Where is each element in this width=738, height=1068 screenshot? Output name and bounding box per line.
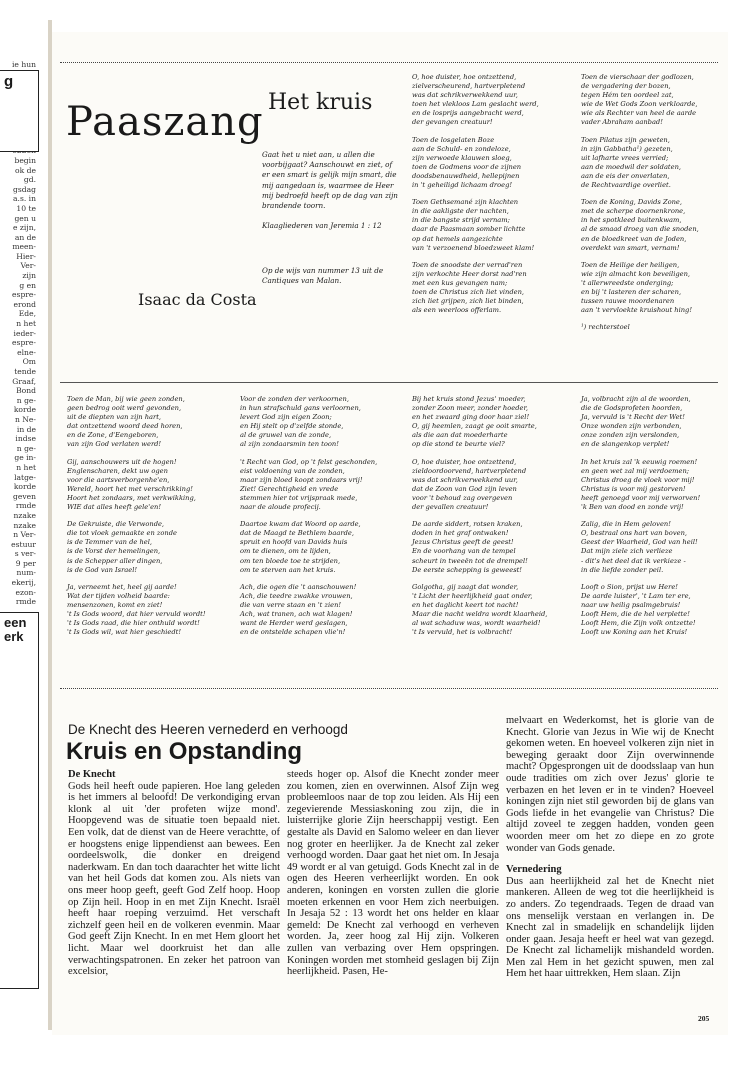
verse-line: Onze wonden zijn verbonden, <box>581 422 682 431</box>
poem-divider <box>60 382 718 383</box>
verse-line: en het daglicht keert tot nacht! <box>412 600 519 609</box>
verse-line: Ziet! Gerechtigheid en vrede <box>240 484 339 493</box>
stanza <box>240 395 402 450</box>
verse-line: Jezus Christus geeft de geest! <box>412 538 514 547</box>
stanza <box>67 520 229 575</box>
verse-line: O, hoe duister, hoe ontzettend, <box>412 73 517 81</box>
text-fragment: gen u <box>14 213 36 223</box>
verse-line: om ten bloede toe te strijden, <box>240 556 341 565</box>
verse-line: op dat hemels aangezichte <box>412 234 503 243</box>
poem-column-top-1 <box>412 73 572 323</box>
verse-line: 't Is vervuld, het is volbracht! <box>412 628 513 637</box>
verse-line: Toen de vierschaar der godlozen, <box>581 73 694 81</box>
text-fragment: n het <box>16 319 36 329</box>
stanza <box>581 395 721 450</box>
article-title: Kruis en Opstanding <box>66 738 303 765</box>
poem-author: Isaac da Costa <box>138 290 257 309</box>
verse-line: overdekt van smart, vernam! <box>581 243 680 252</box>
verse-line: al zijn zondaarsmin ten toon! <box>240 440 339 449</box>
verse-line: daar de Paasmaan somber lichtte <box>412 225 526 234</box>
stanza <box>412 136 572 191</box>
verse-line: mensenzonen, komt en ziet! <box>67 600 163 609</box>
verse-line: want de Herder werd geslagen, <box>240 619 348 628</box>
verse-line: stemmen hier tot vrijspraak mede, <box>240 493 358 502</box>
melody-note: Op de wijs van nummer 13 uit de Cantiques van Malan. <box>262 266 384 286</box>
text-fragment: begin <box>14 155 36 165</box>
text-fragment: Ede, <box>18 309 36 319</box>
article-paragraph: Dus aan heerlijkheid zal het de Knecht niet mankeren. Alleen de weg tot die heerlijkheid is zo anders. Zo tegendraads. Tegen de draad van ons menselijk verstaan en verlangen in. De Knecht zal in smadelijk en schandelijk lijden onder gaan. Jesaja heeft er heel wat van gezegd. De Knecht zal lichamelijk mishandeld worden. Men zal Hem in het gezicht spuwen, men zal Hem het haar uittrekken, Hem slaan. Zijn <box>506 875 714 980</box>
verse-line: der gevallen creatuur! <box>412 503 489 512</box>
stanza <box>581 520 721 575</box>
verse-line: Looft o Sion, prijst uw Here! <box>581 582 678 591</box>
verse-line: aan 't vervloekte kruishout hing! <box>581 306 693 315</box>
verse-line: in zijn Gabbatha¹) gezeten, <box>581 144 673 153</box>
verse-line: en geen wet zal mij verdoemen; <box>581 466 690 475</box>
text-fragment: meen- <box>12 242 36 252</box>
verse-line: Dat mijn ziele zich verlieze <box>581 547 673 556</box>
verse-line: wie zijn almacht kon beveiligen, <box>581 269 691 278</box>
verse-line: wie de Wet Gods Zoon verkloarde, <box>581 100 698 109</box>
verse-line: doodsbenauwdheid, hellepijnen <box>412 171 520 180</box>
verse-line: doden in het graf ontwaken! <box>412 529 509 538</box>
verse-line: 't Is Gods wil, wat hier geschiedt! <box>67 628 182 637</box>
verse-line: om te sterven aan het kruis. <box>240 565 336 574</box>
verse-line: Maar die nacht weldra wordt klaarheid, <box>412 609 548 618</box>
previous-page-box-heading <box>0 613 38 650</box>
text-fragment: latge- <box>14 472 36 482</box>
verse-line: en de ontstelde schapen vlie'n! <box>240 628 346 637</box>
text-fragment: ezon- <box>15 587 36 597</box>
verse-line: was dat schrikverwekkend uur, <box>412 91 518 100</box>
verse-line: Voor de zonden der verkoornen, <box>240 395 349 403</box>
verse-line: 'k Ben van dood en zonde vrij! <box>581 503 684 512</box>
verse-line: met de scherpe doornenkrone, <box>581 207 686 216</box>
article-paragraph: melvaart en Wederkomst, het is glorie van de Knecht. Glorie van Jezus in Wie wij de Knecht gekomen weten. En hoeveel volkeren zijn niet in beweging geraakt door Zijn overwinnende macht? Opgesprongen uit de doodsslaap van hun oude tradities om zich over Jezus' glorie te verbazen en het leven er in te vinden? Hoeveel koningen zijn niet stil geworden bij de glans van Gods liefde in het evangelie van Christus? Die altijd zoveel te zeggen hadden, vonden geen woorden meer om het zo diepe en zo grote wonder van Gods genade. <box>506 715 714 854</box>
verse-line: is de God van Israel! <box>67 565 138 574</box>
verse-line: Golgotha, gij zaagt dat wonder, <box>412 582 519 591</box>
verse-line: was dat schrikverwekkend uur, <box>412 475 518 484</box>
text-fragment: Om <box>22 357 36 367</box>
text-fragment: n ge- <box>16 443 36 453</box>
text-fragment: rmde <box>15 501 36 511</box>
text-fragment: n Ver- <box>13 530 36 540</box>
poem-column-top-2 <box>581 73 721 332</box>
verse-line: die tot vloek gemaakte en zonde <box>67 529 177 538</box>
verse-line: spruit en hoofd van Davids huis <box>240 538 348 547</box>
footnote: ¹) rechterstoel <box>581 323 630 332</box>
verse-line: En de voorhang van de tempel <box>412 547 516 556</box>
heading-line: een <box>4 615 27 630</box>
previous-page-box-heading: g <box>4 73 14 90</box>
text-fragment: gd. <box>23 175 36 185</box>
verse-line: dat de Maagd te Bethlem baarde, <box>240 529 354 538</box>
verse-line: is de Temmer van de hel, <box>67 538 153 547</box>
verse-line: aan de Schuld- en zondeloze, <box>412 144 511 153</box>
stanza <box>412 395 574 450</box>
poem-column-bottom-1 <box>67 395 229 645</box>
verse-line: uit lafharte vrees verried; <box>581 153 669 162</box>
article-column-1 <box>68 769 280 978</box>
verse-line: In het kruis zal 'k eeuwig roemen! <box>581 457 698 466</box>
verse-line: Zalig, die in Hem geloven! <box>581 520 671 529</box>
verse-line: De eerste schepping is geweest! <box>412 565 522 574</box>
stanza <box>412 198 572 253</box>
verse-line: Toen de snoodste der verrad'ren <box>412 260 523 269</box>
text-fragment: rmde <box>15 597 36 607</box>
verse-line: uit de diepten van zijn hart, <box>67 413 162 422</box>
stanza <box>240 520 402 575</box>
text-fragment: erond <box>13 299 36 309</box>
verse-line: en de Zone, d'Eengeboren, <box>67 431 159 440</box>
verse-line: Toen de Koning, Davids Zone, <box>581 198 683 207</box>
verse-line: zijn verkochte Heer dorst nad'ren <box>412 269 527 278</box>
verse-line: O, gij heemlen, zaagt ge ooit smarte, <box>412 422 537 431</box>
verse-line: zielverscheurend, hartverpletend <box>412 82 526 91</box>
text-fragment: indse <box>15 434 36 444</box>
article-paragraph: steeds hoger op. Alsof die Knecht zonder meer zou komen, zien en overwinnen. Alsof Zijn weg probleemloos naar de top zou leiden. Als Hij een zegevierende Messiaskoning zou zijn, die in luisterrijke glorie Zijn heerschappij vestigt. Een gestalte als David en Salomo weleer en dan liever nog groter en heerlijker. Ja de Knecht zal zeker verhoogd worden. Daar gaat het niet om. In Jesaja 49 wordt er al van getuigd. Gods Knecht zal in de ogen des Heeren verheerlijkt worden. En ook anderen, koningen en vorsten zullen die glorie moeten erkennen en voor Hem zich neerbuigen. In Jesaja 52 : 13 wordt het ons helder en klaar gemeld: De Knecht zal verhoogd en verheven worden. Ja, zeer hoog zal Hij zijn. Volkeren zullen van verbazing over Hem opspringen. Koningen worden met stomheid geslagen bij Zijn heerlijkheid. Pasen, He- <box>287 769 499 978</box>
article-column-3 <box>506 715 714 980</box>
text-fragment: 10 te <box>16 203 36 213</box>
text-fragment: Hier- <box>16 251 36 261</box>
text-fragment: Graaf, <box>12 376 36 386</box>
text-fragment: espre- <box>12 290 36 300</box>
verse-line: Ja, volbracht zijn al de woorden, <box>581 395 691 403</box>
verse-line: met een kus gevangen nam; <box>412 278 508 287</box>
section-heading: Vernedering <box>506 864 562 876</box>
stanza <box>412 520 574 575</box>
text-fragment: num- <box>16 568 36 578</box>
verse-line: De Gekruiste, die Verwonde, <box>67 520 165 529</box>
verse-line: in die bangste strijd vernam; <box>412 216 510 225</box>
text-fragment: nzake <box>13 510 36 520</box>
verse-line: en de bloedkreet van de Joden, <box>581 234 687 243</box>
verse-line: 't Is Gods raad, die hier onthuld wordt! <box>67 619 200 628</box>
text-fragment: n het <box>16 462 36 472</box>
stanza <box>412 73 572 128</box>
verse-line: is de Vorst der hemelingen, <box>67 547 161 556</box>
verse-line: als die aan dat moederharte <box>412 431 508 440</box>
verse-line: toen het vlekloos Lam geslacht werd, <box>412 100 539 109</box>
verse-line: toen de Godmens voor de zijnen <box>412 162 522 171</box>
verse-line: die de Godsprofeten hoorden, <box>581 404 683 413</box>
stanza <box>412 583 574 638</box>
verse-line: dat de Zoon van God zijn leven <box>412 484 517 493</box>
verse-line: om te dienen, om te lijden, <box>240 547 331 556</box>
verse-line: de vergadering der bozen, <box>581 82 671 91</box>
verse-line: Toen de losgelaten Boze <box>412 135 495 144</box>
verse-line: Christus is voor mij gestorven! <box>581 484 686 493</box>
verse-line: Englenscharen, dekt uw ogen <box>67 466 168 475</box>
verse-line: toen de Christus zich liet vinden, <box>412 287 524 296</box>
verse-line: en de losprijs aangebracht werd, <box>412 109 524 118</box>
verse-line: als een weerloos offerlam. <box>412 306 502 315</box>
verse-line: O, hoe duister, hoe ontzettend, <box>412 457 517 466</box>
text-fragment: in de <box>16 424 36 434</box>
verse-line: tussen rauwe moordenaren <box>581 297 675 306</box>
text-fragment: ieder- <box>13 328 36 338</box>
verse-line: 't allerwreedste onderging; <box>581 278 674 287</box>
verse-line: Wat der tijden volheid baarde: <box>67 591 170 600</box>
verse-line: Toen de Heilige der heiligen, <box>581 260 680 269</box>
stanza <box>581 73 721 128</box>
verse-line: Ach, die teedre zwakke vrouwen, <box>240 591 353 600</box>
verse-line: Looft uw Koning aan het Kruis! <box>581 628 688 637</box>
verse-line: Ach, die ogen die 't aanschouwen! <box>240 582 357 591</box>
verse-line: Ja, vervuld is 't Recht der Wet! <box>581 413 685 422</box>
verse-line: en Hij stelt op d'zelfde stonde, <box>240 422 344 431</box>
stanza <box>67 583 229 638</box>
verse-line: 't Is Gods woord, dat hier vervuld wordt! <box>67 609 206 618</box>
text-fragment: n ge- <box>16 395 36 405</box>
stanza <box>581 458 721 513</box>
verse-line: Wereld, hoort het met verschrikking! <box>67 484 193 493</box>
text-fragment: ge in- <box>14 453 36 463</box>
text-fragment: 9 per <box>15 558 36 568</box>
verse-line: De aarde siddert, rotsen kraken, <box>412 520 523 529</box>
stanza <box>412 261 572 316</box>
verse-line: al de smaad droeg van die snoden, <box>581 225 699 234</box>
text-fragment: geven <box>12 491 36 501</box>
text-fragment: Ver- <box>20 261 36 271</box>
verse-line: op die stond te beurte viel? <box>412 440 505 449</box>
verse-line: heeft genoegd voor mij verworven! <box>581 493 701 502</box>
page-number: 205 <box>698 1014 710 1023</box>
article-column-2 <box>287 769 499 978</box>
verse-line: geen bedrog ooit werd gevonden, <box>67 404 182 413</box>
verse-line: in die aakligste der nachten, <box>412 207 509 216</box>
verse-line: aan de eis der onverlaten, <box>581 171 670 180</box>
verse-line: - dit's het deel dat ik verkieze - <box>581 556 686 565</box>
scripture-reference: Klaagliederen van Jeremia 1 : 12 <box>262 221 382 231</box>
verse-line: Looft Hem, die de hel verplette! <box>581 609 690 618</box>
verse-line: Hoort het zondaars, met verkwikking, <box>67 493 196 502</box>
stanza <box>581 261 721 316</box>
stanza-group <box>581 73 721 315</box>
text-fragment: e zijn, <box>13 223 36 233</box>
verse-line: Geest der Waarheid, God van heil! <box>581 538 698 547</box>
text-fragment: ok de <box>15 165 36 175</box>
verse-line: naar uw heilig psalmgebruis! <box>581 600 681 609</box>
article-paragraph: Gods heil heeft oude papieren. Hoe lang geleden is het immers al beloofd! De verkondiging ervan klonk al uit 'der profeten wijze mond'. Hoopgevend was de situatie toen bepaald niet. Een volk, dat de dienst van de Heere verachtte, of er hoogstens enige lippendienst aan bewees. Een oordeelswolk, die donker en dreigend naderkwam. En dan toch daarachter het witte licht van het heil Gods dat komen zou. Als niets van ons meer hoop geeft, geeft God Zelf hoop. Hoop op Zijn heil. Hoop in en met Zijn Knecht. Israël heeft haar roeping verzuimd. Het verschaft zichzelf geen heil en de volkeren evenmin. Maar God geeft Zijn Knecht. In en met Hem gloort het licht. Maar wel doorkruist het dan alle verwachtingspatronen. En zeker het patroon van excelsior, <box>68 780 280 978</box>
verse-line: maar zijn bloed koopt zondaars vrij! <box>240 475 363 484</box>
poem-subtitle: Het kruis <box>268 90 373 115</box>
verse-line: 't Licht der heerlijkheid gaat onder, <box>412 591 533 600</box>
section-heading: De Knecht <box>68 769 116 780</box>
poem-column-bottom-3 <box>412 395 574 645</box>
verse-line: Toen Pilatus zijn geweten, <box>581 135 670 144</box>
verse-line: WIE dat alles heeft gele'en! <box>67 503 162 512</box>
stanza <box>240 458 402 513</box>
verse-line: 't Recht van God, op 't felst geschonden, <box>240 457 378 466</box>
verse-line: al wat schaduw was, wordt waarheid! <box>412 619 541 628</box>
verse-line: levert God zijn eigen Zoon; <box>240 413 332 422</box>
verse-line: Ja, verneemt het, heel gij aarde! <box>67 582 177 591</box>
verse-line: en de slangenkop verplet! <box>581 440 670 449</box>
stanza <box>240 583 402 638</box>
verse-line: in hun strafschuld gans verloornen, <box>240 404 361 413</box>
verse-line: vader Abraham aanbad! <box>581 118 663 127</box>
verse-line: Gij, aanschouwers uit de hogen! <box>67 457 177 466</box>
verse-line: Daartoe kwam dat Woord op aarde, <box>240 520 361 529</box>
text-fragment: zijn <box>22 271 36 281</box>
verse-line: Toen Gethsemané zijn klachten <box>412 198 519 207</box>
text-fragment: an de <box>14 232 36 242</box>
verse-line: in het spotkleed buitenkwam, <box>581 216 682 225</box>
verse-line: al de gruwel van de zonde, <box>240 431 332 440</box>
stanza <box>581 583 721 638</box>
verse-line: voor 't behoud zag overgeven <box>412 493 513 502</box>
poem-column-bottom-4 <box>581 395 721 645</box>
scripture-text: Gaat het u niet aan, u allen die voorbijgaat? Aanschouwt en ziet, of er een smart is gelijk mijn smart, die mij aangedaan is, waarmee de Heer mij bedroefd heeft op de dag van zijn brandende toorn. <box>262 150 398 211</box>
previous-page-box-bottom <box>0 612 39 989</box>
verse-line: is de Schepper aller dingen, <box>67 556 163 565</box>
previous-page-box-top <box>0 70 39 152</box>
stanza <box>581 198 721 253</box>
dotted-rule-bottom <box>60 688 718 689</box>
text-fragment: gsdag <box>12 184 36 194</box>
verse-line: Christus droeg de vloek voor mij! <box>581 475 695 484</box>
text-fragment: korde <box>13 405 36 415</box>
verse-line: die van verre staan en 't zien! <box>240 600 342 609</box>
text-fragment: nzake <box>13 520 36 530</box>
verse-line: voor die aartsverborgenhe'en, <box>67 475 170 484</box>
article-kicker: De Knecht des Heeren vernederd en verhoogd <box>68 722 348 737</box>
poem-title: Paaszang <box>66 98 264 145</box>
stanza <box>67 458 229 513</box>
verse-line: de Rechtvaardige overliet. <box>581 181 671 190</box>
text-fragment: estuur <box>11 539 36 549</box>
verse-line: zieldoordoorvend, hartverpletend <box>412 466 527 475</box>
text-fragment: elne- <box>17 347 36 357</box>
text-fragment: tende <box>14 367 36 376</box>
text-fragment: n Ne- <box>14 414 36 424</box>
verse-line: Ach, wat tranen, ach wat klagen! <box>240 609 353 618</box>
verse-line: eist voldoening van de zonden, <box>240 466 345 475</box>
verse-line: Looft Hem, die Zijn volk ontzette! <box>581 619 696 628</box>
text-fragment: g en <box>19 280 36 290</box>
heading-line: erk <box>4 629 24 644</box>
stanza <box>412 458 574 513</box>
verse-line: aan de moedwil der soldaten, <box>581 162 682 171</box>
verse-line: Toen de Man, bij wie geen zonden, <box>67 395 185 403</box>
verse-line: tegen Hém ten oordeel zat, <box>581 91 674 100</box>
verse-line: zijn verwoede klauwen sloeg, <box>412 153 512 162</box>
verse-line: van zijn God verlaten werd! <box>67 440 162 449</box>
verse-line: wie als Rechter van heel de aarde <box>581 109 697 118</box>
stanza <box>67 395 229 450</box>
stanza <box>581 136 721 191</box>
verse-line: en het zwaard ging door haar ziel! <box>412 413 530 422</box>
verse-line: in 't geheiligd lichaam droeg! <box>412 181 513 190</box>
verse-line: zonder Zoon meer, zonder hoeder, <box>412 404 529 413</box>
previous-page-margin <box>0 0 50 1068</box>
verse-line: dat ontzettend woord deed horen, <box>67 422 183 431</box>
verse-line: der gevangen creatuur! <box>412 118 493 127</box>
verse-line: onze zonden zijn verslonden, <box>581 431 680 440</box>
verse-line: in die liefde zonder peil. <box>581 565 664 574</box>
verse-line: van 't verzoenend bloedzweet klam! <box>412 243 535 252</box>
scripture-quote <box>262 150 402 231</box>
verse-line: naar de aloude profecij. <box>240 503 321 512</box>
poem-column-bottom-2 <box>240 395 402 645</box>
verse-line: scheurt in tweeën tot de drempel! <box>412 556 528 565</box>
text-fragment: ie hun <box>11 60 36 69</box>
text-fragment: korde <box>13 482 36 492</box>
verse-line: O, bestraal ons hart van boven, <box>581 529 688 538</box>
text-fragment: espre- <box>12 338 36 348</box>
text-fragment: s ver- <box>14 549 36 559</box>
text-fragment: a.s. in <box>13 194 36 204</box>
verse-line: Bij het kruis stond Jezus' moeder, <box>412 395 526 403</box>
verse-line: en bij 't lasteren der scharen, <box>581 287 682 296</box>
dotted-rule-top <box>60 62 718 63</box>
verse-line: De aarde luister', 't Lam ter ere, <box>581 591 691 600</box>
text-fragment: ekerij, <box>11 578 36 588</box>
text-fragment: Bond <box>16 386 36 396</box>
verse-line: zich liet grijpen, zich liet binden, <box>412 297 524 306</box>
